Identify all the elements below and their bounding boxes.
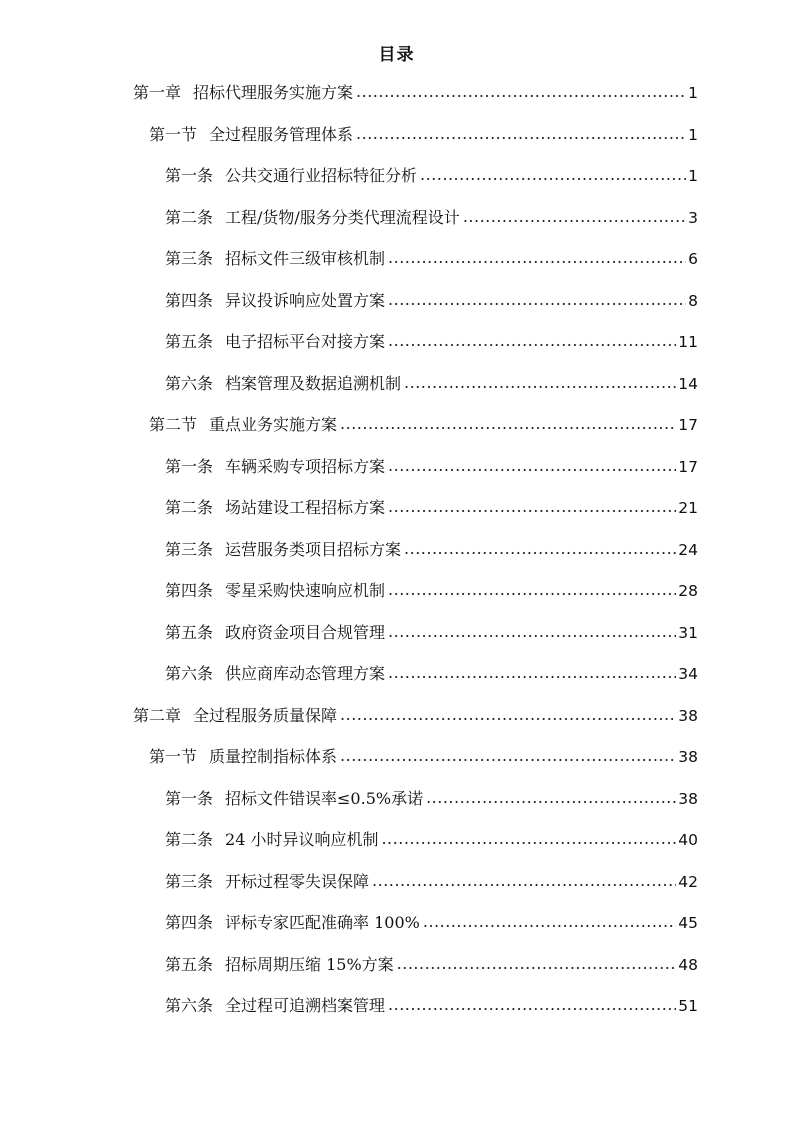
toc-entry-page: 42	[678, 872, 698, 891]
toc-entry-number: 第四条	[165, 290, 214, 310]
dot-leader	[420, 160, 686, 190]
toc-entry[interactable]	[149, 410, 698, 440]
toc-entry[interactable]	[165, 867, 698, 897]
toc-entry-title: 招标代理服务实施方案	[193, 83, 354, 102]
toc-entry[interactable]	[165, 825, 698, 855]
toc-entry[interactable]	[165, 203, 698, 233]
toc-entry-page: 45	[678, 914, 698, 932]
toc-entry-title: 全过程服务质量保障	[193, 705, 338, 725]
dot-leader	[340, 741, 676, 771]
dot-leader	[423, 907, 676, 937]
dot-leader	[404, 368, 676, 398]
toc-entry-page: 24	[678, 540, 698, 559]
dot-leader	[426, 783, 676, 813]
toc-entry-number: 第一条	[165, 788, 214, 808]
toc-entry-number: 第二条	[165, 830, 214, 849]
toc-entry[interactable]	[149, 120, 698, 150]
dot-leader	[372, 866, 676, 896]
toc-entry-number: 第一节	[149, 747, 198, 766]
toc-entry-number: 第二条	[165, 498, 214, 517]
toc-entry[interactable]	[165, 535, 698, 565]
toc-entry[interactable]	[165, 327, 698, 357]
dot-leader	[356, 77, 686, 107]
toc-entry-title: 电子招标平台对接方案	[225, 332, 386, 351]
toc-entry-page: 38	[678, 789, 698, 808]
toc-entry-number: 第二条	[165, 207, 214, 227]
toc-entry-page: 17	[678, 457, 698, 476]
dot-leader	[388, 451, 676, 481]
toc-entry[interactable]	[165, 286, 698, 316]
toc-entry-title: 供应商库动态管理方案	[225, 664, 386, 683]
toc-entry-title: 运营服务类项目招标方案	[225, 539, 402, 559]
toc-entry-page: 21	[678, 499, 698, 517]
toc-title: 目录	[378, 45, 415, 65]
toc-entry[interactable]	[149, 742, 698, 772]
toc-entry-title: 开标过程零失误保障	[225, 871, 370, 891]
toc-entry-number: 第一章	[133, 83, 182, 102]
toc-entry[interactable]	[165, 161, 698, 191]
toc-entry-title: 重点业务实施方案	[209, 415, 338, 434]
toc-entry[interactable]	[165, 452, 698, 482]
toc-entry[interactable]	[165, 576, 698, 606]
toc-entry-number: 第六条	[165, 373, 214, 393]
toc-entry-number: 第一条	[165, 166, 214, 185]
toc-entry-title: 招标文件三级审核机制	[225, 249, 386, 268]
toc-entry[interactable]	[165, 908, 698, 938]
toc-entry-number: 第四条	[165, 913, 214, 932]
toc-entry-number: 第四条	[165, 581, 214, 600]
toc-entry-page: 17	[678, 416, 698, 434]
dot-leader	[340, 409, 676, 439]
dot-leader	[388, 326, 676, 356]
dot-leader	[404, 534, 676, 564]
toc-entry[interactable]	[165, 784, 698, 814]
toc-entry-page: 3	[688, 208, 698, 227]
toc-entry-page: 6	[688, 250, 698, 268]
toc-entry-title: 档案管理及数据追溯机制	[225, 373, 402, 393]
toc-entry[interactable]	[165, 991, 698, 1021]
dot-leader	[388, 990, 676, 1020]
toc-entry-title: 政府资金项目合规管理	[225, 622, 386, 642]
toc-entry[interactable]	[165, 244, 698, 274]
dot-leader	[397, 949, 677, 979]
toc-entry-number: 第五条	[165, 332, 214, 351]
dot-leader	[388, 617, 676, 647]
toc-entry-page: 1	[688, 167, 698, 185]
toc-entry-page: 40	[678, 831, 698, 849]
toc-entry-title: 24 小时异议响应机制	[225, 830, 379, 849]
toc-entry-page: 34	[678, 665, 698, 683]
toc-entry-number: 第三条	[165, 249, 214, 268]
toc-entry-page: 8	[688, 291, 698, 310]
toc-entry[interactable]	[165, 618, 698, 648]
toc-entry-title: 招标周期压缩 15%方案	[225, 954, 394, 974]
toc-entry-number: 第六条	[165, 996, 214, 1015]
toc-entry-number: 第三条	[165, 539, 214, 559]
toc-entry-title: 公共交通行业招标特征分析	[225, 166, 418, 185]
toc-entry-title: 全过程可追溯档案管理	[225, 996, 386, 1015]
toc-entry-page: 48	[678, 955, 698, 974]
toc-entry[interactable]	[165, 369, 698, 399]
toc-entry-title: 车辆采购专项招标方案	[225, 456, 386, 476]
toc-entry-title: 全过程服务管理体系	[209, 124, 354, 144]
toc-entry-title: 招标文件错误率≤0.5%承诺	[225, 788, 424, 808]
toc-entry-number: 第一节	[149, 124, 198, 144]
toc-entry[interactable]	[165, 659, 698, 689]
toc-entry-page: 1	[688, 84, 698, 102]
toc-entry-page: 11	[678, 333, 698, 351]
toc-entry-title: 评标专家匹配准确率 100%	[225, 913, 420, 932]
dot-leader	[388, 492, 676, 522]
dot-leader	[356, 119, 686, 149]
dot-leader	[388, 285, 686, 315]
toc-entry-number: 第五条	[165, 622, 214, 642]
toc-entry-page: 28	[678, 582, 698, 600]
toc-entry-number: 第二节	[149, 415, 198, 434]
toc-entry[interactable]	[165, 493, 698, 523]
toc-entry-title: 质量控制指标体系	[209, 747, 338, 766]
toc-entry-title: 异议投诉响应处置方案	[225, 290, 386, 310]
toc-entry-number: 第五条	[165, 954, 214, 974]
toc-entry-title: 工程/货物/服务分类代理流程设计	[225, 207, 460, 227]
toc-entry-page: 14	[678, 374, 698, 393]
dot-leader	[340, 700, 676, 730]
toc-entry-title: 场站建设工程招标方案	[225, 498, 386, 517]
toc-entry-number: 第六条	[165, 664, 214, 683]
dot-leader	[388, 243, 686, 273]
toc-entry-page: 51	[678, 997, 698, 1015]
toc-entry-number: 第三条	[165, 871, 214, 891]
toc-entry-page: 38	[678, 748, 698, 766]
toc-entry[interactable]	[165, 950, 698, 980]
dot-leader	[388, 575, 676, 605]
toc-entry[interactable]	[133, 701, 698, 731]
toc-entry-page: 31	[678, 623, 698, 642]
toc-entry-number: 第二章	[133, 705, 182, 725]
toc-entry[interactable]	[133, 78, 698, 108]
dot-leader	[388, 658, 676, 688]
toc-entry-page: 1	[688, 125, 698, 144]
toc-entry-page: 38	[678, 706, 698, 725]
dot-leader	[381, 824, 676, 854]
toc-entry-title: 零星采购快速响应机制	[225, 581, 386, 600]
toc-entry-number: 第一条	[165, 456, 214, 476]
dot-leader	[463, 202, 686, 232]
